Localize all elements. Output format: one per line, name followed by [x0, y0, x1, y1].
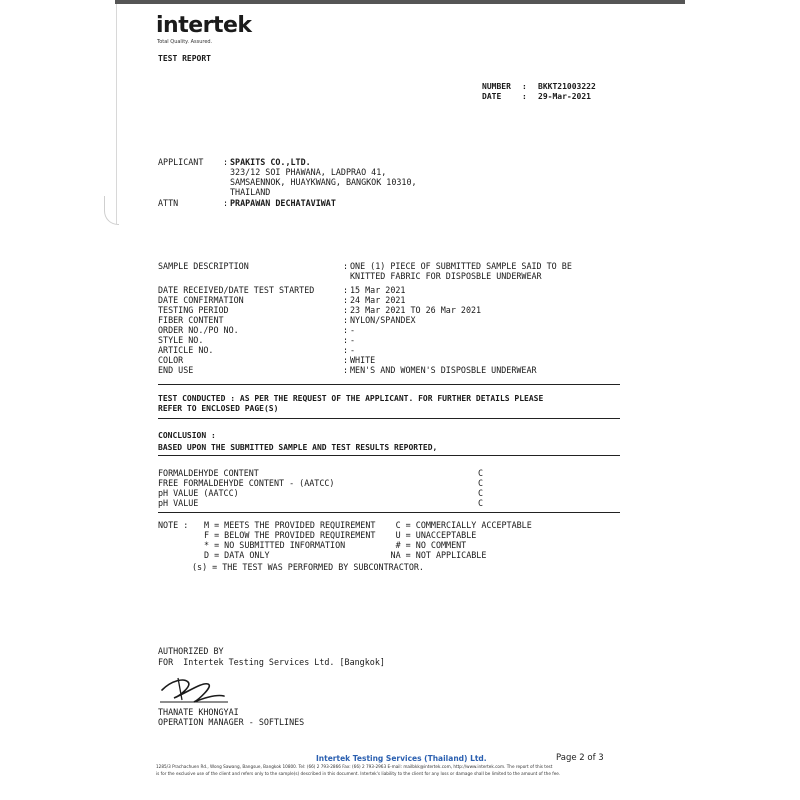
document-title: TEST REPORT — [158, 54, 211, 63]
detail-value: MEN'S AND WOMEN'S DISPOSBLE UNDERWEAR — [350, 365, 537, 375]
applicant-address-2: SAMSAENNOK, HUAYKWANG, BANGKOK 10310, — [230, 177, 417, 187]
result-item: FREE FORMALDEHYDE CONTENT - (AATCC) — [158, 478, 335, 488]
number-label: NUMBER — [482, 82, 511, 91]
detail-label: COLOR — [158, 355, 184, 365]
note-line: D = DATA ONLY NA = NOT APPLICABLE — [204, 550, 487, 560]
conclusion-basis: BASED UPON THE SUBMITTED SAMPLE AND TEST RESULTS REPORTED, — [158, 443, 438, 452]
test-conducted-line-2: REFER TO ENCLOSED PAGE(S) — [158, 404, 279, 413]
footer-address: 1285/3 Prachachuen Rd., Wong Sawang, Bangsue, Bangkok 10800. Tel: (66) 2 793-2866 Fax: (66) 2 793-2963 E-mail: mailbkk@intertek.com, http://www.intertek.com. The report of this test — [156, 764, 553, 769]
intertek-logo: intertek — [156, 13, 252, 38]
detail-label: DATE CONFIRMATION — [158, 295, 244, 305]
date-value: 29-Mar-2021 — [538, 92, 591, 101]
date-label: DATE — [482, 92, 502, 101]
detail-value: WHITE — [350, 355, 376, 365]
divider — [158, 455, 620, 456]
signatory-name: THANATE KHONGYAI — [158, 707, 239, 717]
authorized-for: FOR Intertek Testing Services Ltd. [Bangkok] — [158, 657, 385, 667]
note-subcontract: (s) = THE TEST WAS PERFORMED BY SUBCONTRACTOR. — [192, 562, 424, 572]
detail-label: DATE RECEIVED/DATE TEST STARTED — [158, 285, 315, 295]
detail-value: - — [350, 345, 356, 355]
divider — [158, 418, 620, 419]
test-conducted-line-1: TEST CONDUCTED : AS PER THE REQUEST OF THE APPLICANT. FOR FURTHER DETAILS PLEASE — [158, 394, 544, 403]
page-number: Page 2 of 3 — [556, 753, 604, 763]
applicant-name: SPAKITS CO.,LTD. — [230, 157, 311, 167]
footer-company: Intertek Testing Services (Thailand) Ltd. — [316, 754, 487, 763]
result-grade: C — [478, 468, 484, 478]
result-grade: C — [478, 498, 484, 508]
detail-value: 23 Mar 2021 TO 26 Mar 2021 — [350, 305, 482, 315]
detail-label: END USE — [158, 365, 194, 375]
detail-value: - — [350, 325, 356, 335]
note-line: M = MEETS THE PROVIDED REQUIREMENT C = COMMERCIALLY ACCEPTABLE — [204, 520, 532, 530]
result-item: pH VALUE — [158, 498, 199, 508]
conclusion-label: CONCLUSION : — [158, 431, 216, 440]
detail-value: NYLON/SPANDEX — [350, 315, 416, 325]
page-edge-curl — [104, 196, 119, 225]
applicant-address-3: THAILAND — [230, 187, 271, 197]
detail-label: FIBER CONTENT — [158, 315, 224, 325]
detail-value: 24 Mar 2021 — [350, 295, 406, 305]
divider — [158, 512, 620, 513]
logo-tagline: Total Quality. Assured. — [157, 39, 213, 45]
divider — [158, 384, 620, 385]
number-value: BKKT21003222 — [538, 82, 596, 91]
sample-description-value-1: ONE (1) PIECE OF SUBMITTED SAMPLE SAID TO BE — [350, 261, 572, 271]
footer-disclaimer: is for the exclusive use of the client and refers only to the sample(s) described in this document. Intertek's liability to the client for any loss or damage shall be limited to the amount of the fee. — [156, 771, 561, 776]
note-line: F = BELOW THE PROVIDED REQUIREMENT U = UNACCEPTABLE — [204, 530, 477, 540]
detail-label: ARTICLE NO. — [158, 345, 214, 355]
sample-description-label: SAMPLE DESCRIPTION — [158, 261, 249, 271]
note-line: * = NO SUBMITTED INFORMATION # = NO COMMENT — [204, 540, 467, 550]
detail-value: 15 Mar 2021 — [350, 285, 406, 295]
result-item: pH VALUE (AATCC) — [158, 488, 239, 498]
detail-label: STYLE NO. — [158, 335, 204, 345]
sample-description-value-2: KNITTED FABRIC FOR DISPOSBLE UNDERWEAR — [350, 271, 542, 281]
applicant-address-1: 323/12 SOI PHAWANA, LADPRAO 41, — [230, 167, 387, 177]
detail-label: TESTING PERIOD — [158, 305, 229, 315]
attn-label: ATTN — [158, 198, 179, 208]
attn-value: PRAPAWAN DECHATAVIWAT — [230, 198, 336, 208]
applicant-label: APPLICANT — [158, 157, 204, 167]
top-border — [115, 0, 685, 4]
result-grade: C — [478, 488, 484, 498]
page-edge — [116, 4, 117, 224]
note-label: NOTE : — [158, 520, 189, 530]
result-item: FORMALDEHYDE CONTENT — [158, 468, 259, 478]
authorized-by: AUTHORIZED BY — [158, 646, 224, 656]
signatory-title: OPERATION MANAGER - SOFTLINES — [158, 717, 305, 727]
signature-image — [158, 672, 238, 706]
result-grade: C — [478, 478, 484, 488]
detail-value: - — [350, 335, 356, 345]
detail-label: ORDER NO./PO NO. — [158, 325, 239, 335]
